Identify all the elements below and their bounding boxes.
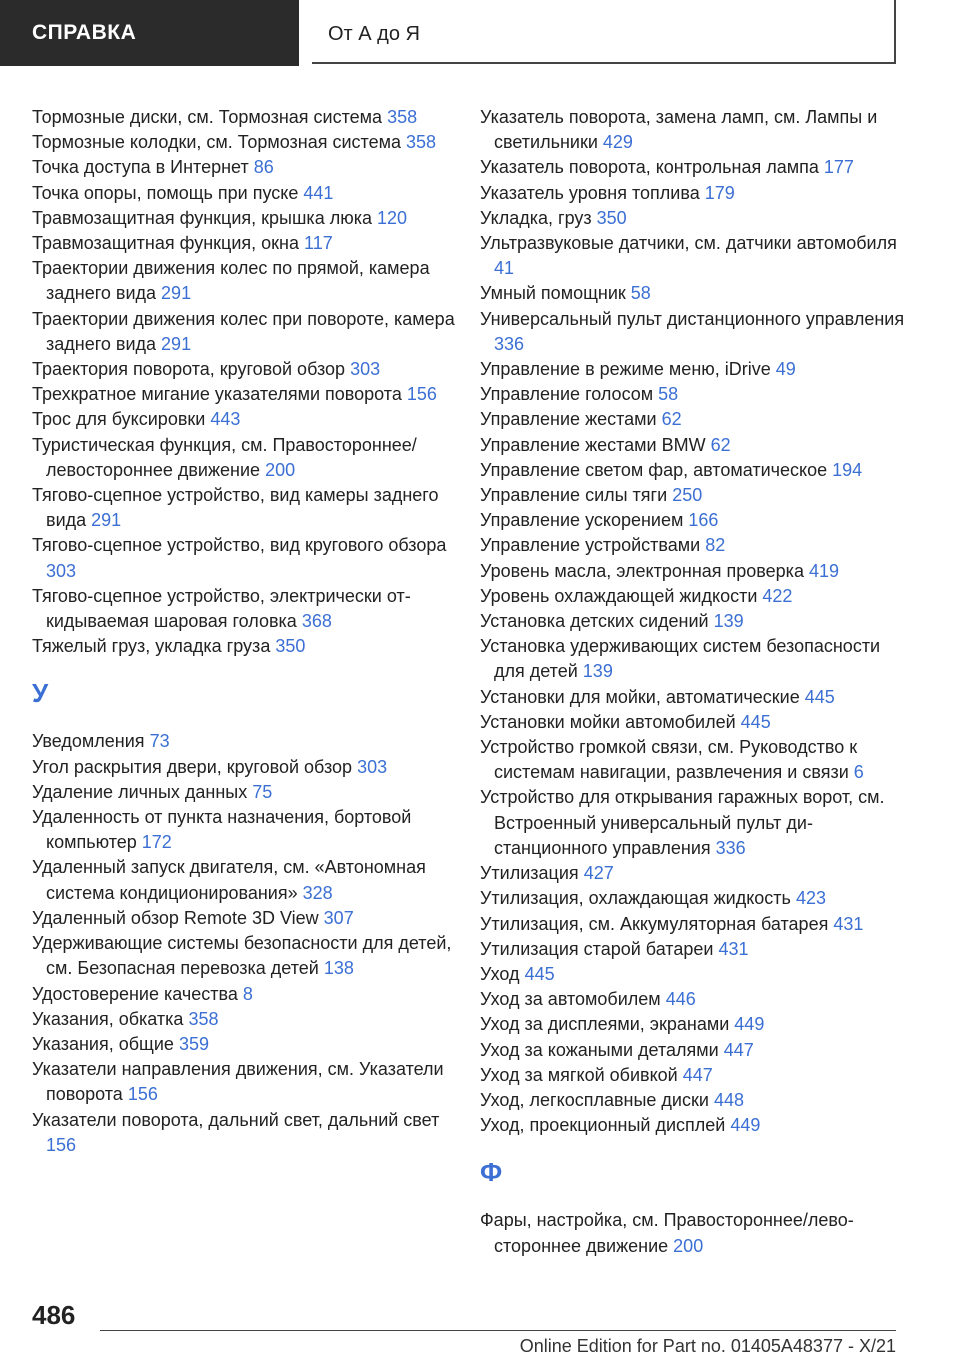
index-entry-text: Установка удерживающих систем безопасности для детей <box>480 636 881 682</box>
page-link[interactable]: 41 <box>494 258 515 279</box>
page-link[interactable]: 120 <box>377 207 408 228</box>
index-entry-text: Устройство для открывания гаражных ворот, см. Встроенный универсальный пульт дистанционного управления <box>480 787 885 858</box>
index-entry-text: Умный помощник <box>480 283 626 304</box>
index-entry-text: Туристическая функция, см. Правостороннее/левостороннее движение <box>32 434 417 480</box>
index-group <box>32 729 462 1157</box>
edition-footer: Online Edition for Part no. 01405A48377 - X/21 <box>519 1336 896 1356</box>
index-entry-text: Управление устройствами <box>480 535 701 556</box>
index-letter-heading: Ф <box>480 1157 503 1188</box>
index-entry-text: Угол раскрытия двери, круговой обзор <box>32 756 353 777</box>
page-number: 486 <box>32 1300 76 1330</box>
page-link[interactable]: 350 <box>275 636 306 657</box>
index-entry <box>32 906 462 931</box>
index-entry-text: Трехкратное мигание указателями поворота <box>32 384 402 405</box>
page-link[interactable]: 449 <box>730 1115 761 1136</box>
index-entry <box>32 533 462 583</box>
index-entry-text: Утилизация, см. Аккумуляторная батарея <box>480 913 829 934</box>
page-link[interactable]: 6 <box>853 762 864 783</box>
index-entry <box>480 533 910 558</box>
index-group <box>32 105 462 659</box>
index-entry-text: Удаленность от пункта назначения, бортовой компьютер <box>32 807 412 853</box>
index-entry <box>480 710 910 735</box>
index-entry <box>32 755 462 780</box>
page-link[interactable]: 441 <box>303 182 334 203</box>
page-link[interactable]: 429 <box>602 132 633 153</box>
page-link[interactable]: 419 <box>808 560 840 581</box>
chapter-title: От А до Я <box>312 0 896 64</box>
index-entry-text: Точка опоры, помощь при пуске <box>32 182 299 203</box>
page-link[interactable]: 200 <box>265 459 296 480</box>
index-entry-text: Тормозные диски, см. Тормозная система <box>32 107 383 127</box>
index-entry-text: Указатель уровня топлива <box>480 182 700 203</box>
index-entry <box>480 1113 910 1138</box>
index-entry-text: Уход, легкосплавные диски <box>480 1089 709 1110</box>
index-entry <box>32 105 462 130</box>
index-entry <box>32 130 462 155</box>
index-entry <box>32 1032 462 1057</box>
index-entry <box>32 931 462 981</box>
index-entry-text: Указатель поворота, замена ламп, см. Лампы и светильники <box>480 107 878 153</box>
footer-divider <box>100 1330 896 1331</box>
index-entry-text: Уход за дисплеями, экранами <box>480 1014 730 1035</box>
page-link[interactable]: 447 <box>682 1064 713 1085</box>
index-entry <box>480 357 910 382</box>
index-entry <box>32 206 462 231</box>
page-link[interactable]: 177 <box>823 157 854 178</box>
index-entry-text: Устройство громкой связи, см. Руководство к системам навигации, развлечения и связи <box>480 737 858 783</box>
index-entry-text: Травмозащитная функция, крышка люка <box>32 207 372 228</box>
page-link[interactable]: 62 <box>710 434 731 455</box>
page-link[interactable]: 86 <box>253 157 274 178</box>
index-entry <box>32 256 462 306</box>
page-link[interactable]: 422 <box>762 585 793 606</box>
page-link[interactable]: 303 <box>350 359 381 380</box>
index-entry-text: Тягово-сцепное устройство, вид кругового обзора <box>32 535 447 556</box>
index-entry <box>480 407 910 432</box>
page-link[interactable]: 166 <box>688 510 719 531</box>
index-entry <box>480 105 910 155</box>
index-entry-text: Уведомления <box>32 731 145 752</box>
index-entry <box>32 1007 462 1032</box>
index-entry-text: Траектории движения колес при повороте, камера заднего вида <box>32 308 455 354</box>
page-link[interactable]: 291 <box>91 510 122 531</box>
page-link[interactable]: 336 <box>715 837 746 858</box>
index-entry-text: Точка доступа в Интернет <box>32 157 249 178</box>
index-entry-text: Травмозащитная функция, окна <box>32 233 299 254</box>
page-link[interactable]: 446 <box>665 989 696 1010</box>
page-link[interactable]: 139 <box>582 661 613 682</box>
index-entry-text: Удаленный запуск двигателя, см. «Автономная система кондиционирования» <box>32 857 426 903</box>
index-entry <box>480 231 910 281</box>
page-link[interactable]: 443 <box>210 409 241 430</box>
index-entry-text: Удаленный обзор Remote 3D View <box>32 907 319 928</box>
index-entry-text: Ультразвуковые датчики, см. датчики автомобиля <box>480 233 897 254</box>
index-entry-text: Управление жестами BMW <box>480 434 706 455</box>
page-link[interactable]: 427 <box>583 863 614 884</box>
page-link[interactable]: 431 <box>718 938 749 959</box>
page-link[interactable]: 62 <box>661 409 682 430</box>
index-entry-text: Укладка, груз <box>480 207 592 228</box>
index-entry <box>32 357 462 382</box>
index-entry-text: Траектория поворота, круговой обзор <box>32 359 346 380</box>
index-entry <box>32 155 462 180</box>
page-link[interactable]: 303 <box>357 756 388 777</box>
index-entry-text: Управление силы тяги <box>480 485 668 506</box>
page-link[interactable]: 358 <box>406 132 437 153</box>
index-entry <box>32 982 462 1007</box>
index-entry-text: Удостоверение качества <box>32 983 238 1004</box>
index-entry-text: Установки мойки автомобилей <box>480 711 736 732</box>
index-entry-text: Указания, общие <box>32 1033 174 1054</box>
page-link[interactable]: 445 <box>804 686 835 707</box>
index-entry <box>480 609 910 634</box>
page-link[interactable]: 138 <box>323 958 354 979</box>
index-entry <box>32 433 462 483</box>
index-entry <box>480 433 910 458</box>
index-entry <box>480 685 910 710</box>
page-link[interactable]: 431 <box>833 913 864 934</box>
page-link[interactable]: 350 <box>596 207 627 228</box>
index-entry <box>32 805 462 855</box>
page-link[interactable]: 359 <box>178 1033 209 1054</box>
index-entry <box>480 584 910 609</box>
index-entry <box>480 508 910 533</box>
page-link[interactable]: 447 <box>723 1039 754 1060</box>
index-column-right <box>480 105 910 1259</box>
index-entry-text: Указания, обкатка <box>32 1008 184 1029</box>
index-entry-text: Тяжелый груз, укладка груза <box>32 636 271 657</box>
index-entry <box>480 181 910 206</box>
page-link[interactable]: 156 <box>406 384 437 405</box>
page-link[interactable]: 358 <box>387 107 418 127</box>
index-entry-text: Управление светом фар, автоматическое <box>480 459 828 480</box>
page-link[interactable]: 445 <box>524 963 555 984</box>
page-link[interactable]: 328 <box>302 882 333 903</box>
index-entry <box>32 231 462 256</box>
index-entry-text: Утилизация, охлаждающая жидкость <box>480 888 791 909</box>
index-entry-text: Управление жестами <box>480 409 657 430</box>
index-entry <box>32 407 462 432</box>
index-entry-text: Установки для мойки, автоматические <box>480 686 800 707</box>
index-entry-text: Управление ускорением <box>480 510 684 531</box>
index-entry <box>32 1108 462 1158</box>
index-entry <box>32 584 462 634</box>
page-link[interactable]: 58 <box>658 384 679 405</box>
page-link[interactable]: 73 <box>149 731 170 752</box>
page-link[interactable]: 336 <box>494 333 525 354</box>
index-entry <box>480 206 910 231</box>
index-entry-text: Уровень охлаждающей жидкости <box>480 585 758 606</box>
index-entry-text: Уровень масла, электронная проверка <box>480 560 804 581</box>
index-entry-text: Указатели направления движения, см. Указатели поворота <box>32 1059 444 1105</box>
page-link[interactable]: 307 <box>323 907 354 928</box>
index-entry <box>32 634 462 659</box>
index-entry <box>480 886 910 911</box>
index-entry <box>480 1088 910 1113</box>
index-entry <box>480 962 910 987</box>
index-entry-text: Уход за мягкой обивкой <box>480 1064 678 1085</box>
page-link[interactable]: 194 <box>832 459 863 480</box>
page-link[interactable]: 358 <box>188 1008 219 1029</box>
index-entry <box>480 785 910 861</box>
index-entry <box>32 1057 462 1107</box>
index-entry-text: Фары, настройка, см. Правостороннее/левостороннее движение <box>480 1210 854 1256</box>
page-link[interactable]: 291 <box>161 333 192 354</box>
index-letter-heading: У <box>32 678 49 709</box>
index-entry-text: Универсальный пульт дистанционного управления <box>480 308 905 329</box>
index-entry-text: Утилизация <box>480 863 579 884</box>
page-link[interactable]: 139 <box>713 611 744 632</box>
index-entry-text: Управление в режиме меню, iDrive <box>480 359 771 380</box>
index-entry-text: Уход <box>480 963 520 984</box>
index-entry <box>480 735 910 785</box>
index-entry-text: Указатели поворота, дальний свет, дальний свет <box>32 1109 440 1130</box>
page-link[interactable]: 82 <box>705 535 726 556</box>
index-entry <box>480 458 910 483</box>
index-entry <box>480 483 910 508</box>
index-entry <box>480 937 910 962</box>
index-entry-text: Уход, проекционный дисплей <box>480 1115 726 1136</box>
index-entry <box>480 1063 910 1088</box>
index-entry-text: Трос для буксировки <box>32 409 206 430</box>
index-entry-text: Установка детских сидений <box>480 611 709 632</box>
page-link[interactable]: 156 <box>127 1084 158 1105</box>
index-entry-text: Траектории движения колес по прямой, камера заднего вида <box>32 258 430 304</box>
page-link[interactable]: 156 <box>46 1134 77 1155</box>
page-link[interactable]: 117 <box>304 233 333 254</box>
index-entry <box>480 1208 910 1258</box>
index-entry <box>480 987 910 1012</box>
index-entry <box>480 1012 910 1037</box>
index-entry <box>32 780 462 805</box>
page-link[interactable]: 49 <box>775 359 796 380</box>
index-entry <box>480 861 910 886</box>
index-entry <box>480 307 910 357</box>
index-entry <box>32 307 462 357</box>
index-entry <box>32 483 462 533</box>
index-entry-text: Тормозные колодки, см. Тормозная система <box>32 132 401 153</box>
page-link[interactable]: 291 <box>161 283 192 304</box>
index-entry <box>480 155 910 180</box>
page-link[interactable]: 75 <box>252 781 273 802</box>
page-link[interactable]: 8 <box>242 983 253 1004</box>
index-entry-text: Управление голосом <box>480 384 654 405</box>
page-link[interactable]: 250 <box>672 485 703 506</box>
page-link[interactable]: 303 <box>46 560 77 581</box>
index-entry <box>480 559 910 584</box>
page-link[interactable]: 423 <box>795 888 826 909</box>
page-link[interactable]: 58 <box>630 283 651 304</box>
index-entry-text: Утилизация старой батареи <box>480 938 714 959</box>
index-entry-text: Уход за кожаными деталями <box>480 1039 719 1060</box>
section-tab: СПРАВКА <box>0 0 299 66</box>
page-link[interactable]: 445 <box>740 711 771 732</box>
index-entry <box>480 382 910 407</box>
index-entry <box>480 281 910 306</box>
index-entry <box>32 729 462 754</box>
index-column-left <box>32 105 462 1158</box>
page-header <box>0 0 960 66</box>
index-entry-text: Указатель поворота, контрольная лампа <box>480 157 819 178</box>
page-link[interactable]: 449 <box>734 1014 765 1035</box>
index-entry-text: Удаление личных данных <box>32 781 248 802</box>
index-entry <box>480 912 910 937</box>
index-entry-text: Тягово-сцепное устройство, вид камеры заднего вида <box>32 485 439 531</box>
page-link[interactable]: 368 <box>301 611 332 632</box>
index-entry-text: Удерживающие системы безопасности для детей, см. Безопасная перевозка детей <box>32 933 452 979</box>
index-entry <box>32 181 462 206</box>
index-entry <box>480 1038 910 1063</box>
index-group <box>480 1208 910 1258</box>
page-link[interactable]: 172 <box>141 832 172 853</box>
page-link[interactable]: 448 <box>713 1089 744 1110</box>
index-group <box>480 105 910 1138</box>
page-link[interactable]: 179 <box>704 182 735 203</box>
index-entry-text: Уход за автомобилем <box>480 989 661 1010</box>
index-entry-text: Тягово-сцепное устройство, электрически откидываемая шаровая головка <box>32 585 411 632</box>
index-entry <box>32 382 462 407</box>
index-entry <box>480 634 910 684</box>
index-entry <box>32 855 462 905</box>
page-link[interactable]: 200 <box>673 1235 704 1256</box>
